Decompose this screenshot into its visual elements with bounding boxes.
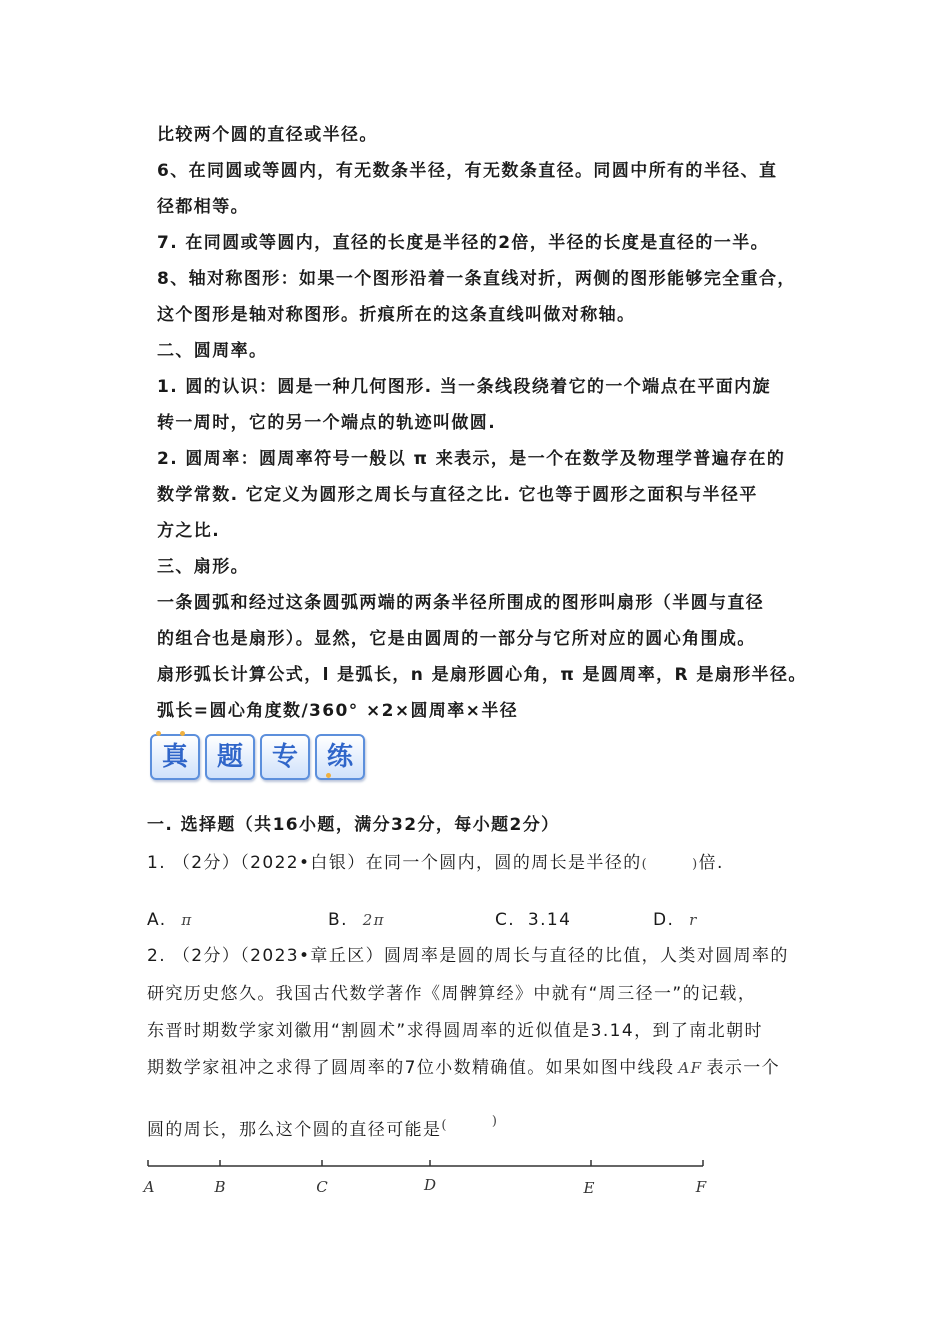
answer-paren-open: ( — [641, 857, 649, 872]
note-line: 的组合也是扇形）。显然，它是由圆周的一部分与它所对应的圆心角围成。 — [157, 629, 756, 649]
q2-stem-text: 表示一个 — [706, 1058, 781, 1078]
badge-char: 真 — [150, 734, 200, 780]
segment-variable: AF — [678, 1059, 703, 1077]
option-label: A. — [147, 910, 167, 930]
point-label: C — [316, 1178, 328, 1196]
option-label: D. — [653, 910, 675, 930]
q1-option-a — [147, 909, 193, 931]
badge-dot — [326, 773, 331, 778]
practice-badge — [150, 731, 368, 779]
note-line: 一条圆弧和经过这条圆弧两端的两条半径所围成的图形叫扇形（半圆与直径 — [157, 593, 765, 613]
q1-stem — [147, 852, 724, 876]
q1-stem-end: 倍. — [698, 853, 724, 873]
option-value: r — [689, 911, 698, 929]
answer-paren-close: ) — [491, 1114, 499, 1129]
q1-option-c — [495, 909, 571, 931]
section-heading-pi: 二、圆周率。 — [157, 341, 268, 361]
option-label: C. — [495, 910, 516, 930]
note-line: 方之比. — [157, 521, 221, 541]
option-label: B. — [328, 910, 348, 930]
q1-option-d — [653, 909, 698, 931]
note-line: 扇形弧长计算公式，l 是弧长，n 是扇形圆心角，π 是圆周率，R 是扇形半径。 — [157, 665, 807, 685]
note-line: 这个图形是轴对称图形。折痕所在的这条直线叫做对称轴。 — [157, 305, 636, 325]
q1-stem-text: 1. （2分）（2022•白银）在同一个圆内，圆的周长是半径的 — [147, 853, 642, 873]
note-line: 弧长=圆心角度数/360° ×2×圆周率×半径 — [157, 701, 519, 721]
q2-stem-text: 期数学家祖冲之求得了圆周率的7位小数精确值。如果如图中线段 — [147, 1058, 675, 1078]
q2-stem-line — [147, 1057, 780, 1079]
option-value: π — [181, 911, 193, 929]
note-line: 6、在同圆或等圆内，有无数条半径，有无数条直径。同圆中所有的半径、直 — [157, 161, 778, 181]
q2-stem-line: 研究历史悠久。我国古代数学著作《周髀算经》中就有“周三径一”的记载， — [147, 984, 757, 1004]
note-line: 2. 圆周率：圆周率符号一般以 π 来表示，是一个在数学及物理学普遍存在的 — [157, 449, 786, 469]
note-line: 径都相等。 — [157, 197, 249, 217]
badge-char: 专 — [260, 734, 310, 780]
point-label: D — [423, 1176, 437, 1194]
answer-paren-open: ( — [441, 1118, 448, 1133]
note-line: 比较两个圆的直径或半径。 — [157, 125, 378, 145]
q2-stem-line: 东晋时期数学家刘徽用“割圆术”求得圆周率的近似值是3.14，到了南北朝时 — [147, 1021, 763, 1041]
point-label: A — [143, 1178, 155, 1196]
point-label: B — [214, 1178, 226, 1196]
note-line: 8、轴对称图形：如果一个图形沿着一条直线对折，两侧的图形能够完全重合， — [157, 269, 796, 289]
option-value: 3.14 — [527, 910, 572, 930]
option-value: 2π — [362, 911, 385, 929]
note-line: 7. 在同圆或等圆内，直径的长度是半径的2倍，半径的长度是直径的一半。 — [157, 233, 770, 253]
q2-stem-text: 圆的周长，那么这个圆的直径可能是 — [147, 1120, 442, 1140]
point-label: E — [583, 1179, 595, 1197]
badge-char: 练 — [315, 734, 365, 780]
q2-stem-line: 2. （2分）（2023•章丘区）圆周率是圆的周长与直径的比值，人类对圆周率的 — [147, 946, 789, 966]
note-line: 数学常数. 它定义为圆形之周长与直径之比. 它也等于圆形之面积与半径平 — [157, 485, 758, 505]
badge-dot — [180, 731, 185, 736]
badge-char: 题 — [205, 734, 255, 780]
answer-paren-close: ) — [692, 857, 699, 872]
section-heading-sector: 三、扇形。 — [157, 557, 249, 577]
q1-option-b — [328, 909, 385, 931]
note-line: 1. 圆的认识：圆是一种几何图形. 当一条线段绕着它的一个端点在平面内旋 — [157, 377, 771, 397]
point-label: F — [695, 1178, 707, 1196]
note-line: 转一周时，它的另一个端点的轨迹叫做圆. — [157, 413, 497, 433]
badge-dot — [156, 731, 161, 736]
section-title: 一. 选择题（共16小题，满分32分，每小题2分） — [147, 815, 560, 835]
q2-stem-line — [147, 1111, 498, 1141]
